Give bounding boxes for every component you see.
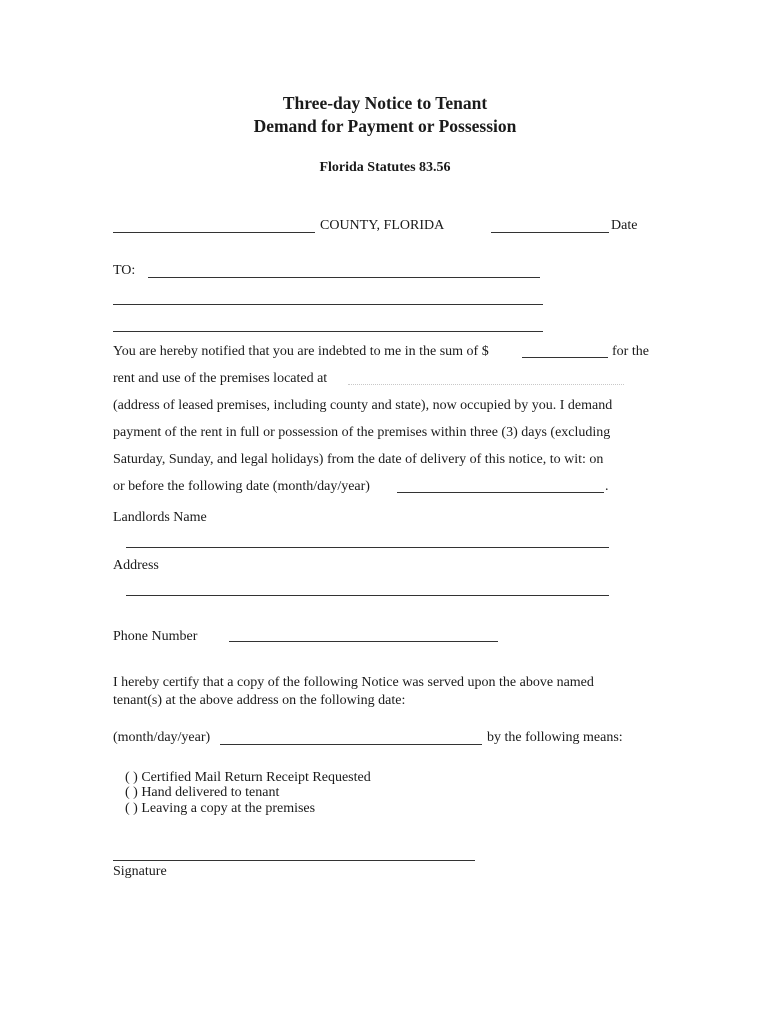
body-line-2: rent and use of the premises located at	[113, 371, 328, 386]
to-label: TO:	[113, 263, 136, 278]
statute-reference: Florida Statutes 83.56	[319, 160, 451, 175]
date-field[interactable]	[491, 232, 609, 233]
county-label: COUNTY, FLORIDA	[320, 218, 445, 233]
body-line-6-end: .	[605, 479, 609, 494]
option-leaving-copy[interactable]: ( ) Leaving a copy at the premises	[125, 801, 316, 816]
tenant-address-field-1[interactable]	[113, 304, 543, 305]
phone-number-field[interactable]	[229, 641, 498, 642]
document-subtitle: Demand for Payment or Possession	[253, 116, 517, 136]
phone-number-label: Phone Number	[113, 629, 198, 644]
service-means-label: by the following means:	[487, 730, 623, 745]
landlord-name-label: Landlords Name	[113, 510, 207, 525]
landlord-address-field[interactable]	[126, 595, 609, 596]
service-date-label: (month/day/year)	[113, 730, 211, 745]
due-date-field[interactable]	[397, 492, 604, 493]
tenant-name-field[interactable]	[148, 277, 540, 278]
signature-field[interactable]	[113, 860, 475, 861]
premises-address-field[interactable]	[348, 384, 624, 385]
date-label: Date	[611, 218, 638, 233]
service-date-field[interactable]	[220, 744, 482, 745]
county-field[interactable]	[113, 232, 315, 233]
signature-label: Signature	[113, 864, 167, 879]
option-certified-mail[interactable]: ( ) Certified Mail Return Receipt Requested	[125, 770, 371, 785]
landlord-name-field[interactable]	[126, 547, 609, 548]
document-title: Three-day Notice to Tenant	[282, 93, 488, 113]
certify-line-2: tenant(s) at the above address on the following date:	[113, 693, 406, 708]
option-hand-delivered[interactable]: ( ) Hand delivered to tenant	[125, 785, 280, 800]
body-line-5: Saturday, Sunday, and legal holidays) from the date of delivery of this notice, to wit: on	[113, 452, 604, 467]
body-line-3: (address of leased premises, including county and state), now occupied by you. I demand	[113, 398, 613, 413]
landlord-address-label: Address	[113, 558, 159, 573]
amount-field[interactable]	[522, 357, 608, 358]
certify-line-1: I hereby certify that a copy of the following Notice was served upon the above named	[113, 675, 594, 690]
body-line-6: or before the following date (month/day/year)	[113, 479, 370, 494]
body-line-1: You are hereby notified that you are indebted to me in the sum of $	[113, 344, 489, 359]
body-line-1-end: for the	[612, 344, 649, 359]
tenant-address-field-2[interactable]	[113, 331, 543, 332]
body-line-4: payment of the rent in full or possession of the premises within three (3) days (excluding	[113, 425, 611, 440]
